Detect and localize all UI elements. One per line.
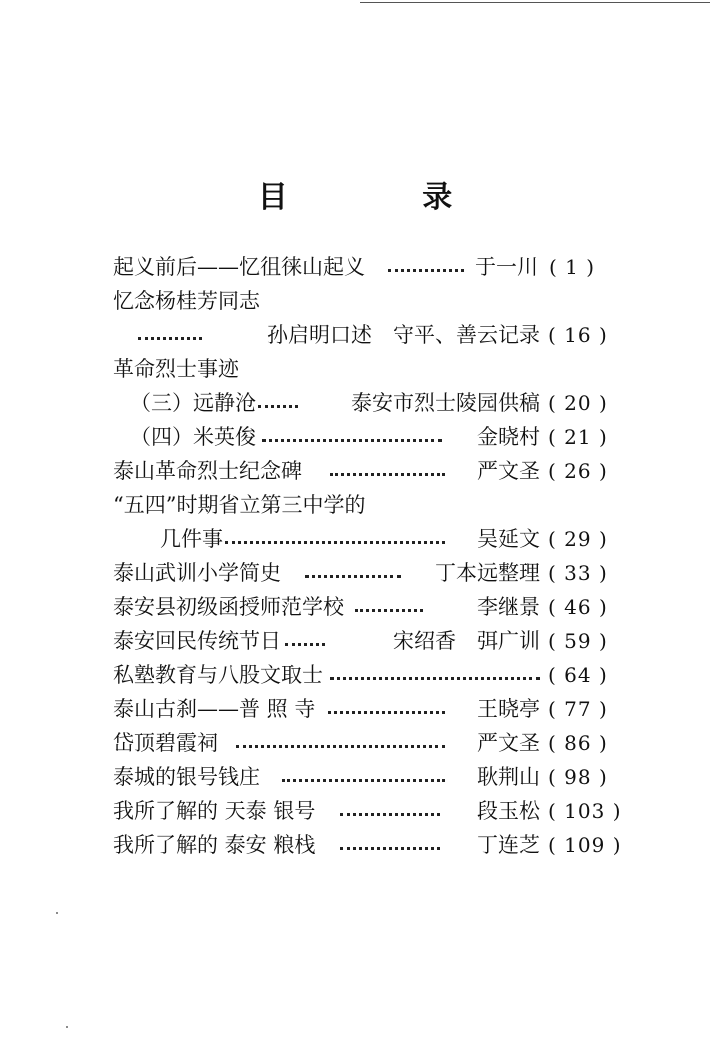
entry-author: 耿荆山 [477,765,540,789]
toc-entry [0,592,710,622]
leader-dots [262,422,442,452]
entry-page: ( 1 ) [548,255,596,279]
toc-entry [0,558,710,588]
toc-entry [0,796,710,826]
entry-author: 丁本远整理 [435,561,540,585]
entry-author: 金晓村 [477,425,540,449]
entry-author: 严文圣 [477,459,540,483]
entry-author: 段玉松 [477,799,540,823]
entry-page: ( 46 ) [548,595,608,619]
leader-dots [305,558,401,588]
entry-title: 我所了解的 天泰 银号 [113,799,316,823]
entry-title: 我所了解的 泰安 粮栈 [113,833,316,857]
entry-author: 泰安市烈士陵园供稿 [351,391,540,415]
leader-dots [138,320,202,350]
toc-entry [0,422,710,452]
toc-entry [0,456,710,486]
leader-dots [258,388,298,418]
toc-entry [0,354,710,384]
toc-entry [0,490,710,520]
scan-speck [66,1026,68,1028]
entry-title: 起义前后——忆徂徕山起义 [113,255,365,279]
entry-page: ( 29 ) [548,527,608,551]
entry-title: 私塾教育与八股文取士 [113,663,323,687]
leader-dots [282,762,445,792]
toc-entry [0,728,710,758]
entry-author: 丁连芝 [477,833,540,857]
entry-page: ( 59 ) [548,629,608,653]
scan-speck [56,912,58,914]
entry-title: 几件事 [160,527,223,551]
entry-title: 忆念杨桂芳同志 [113,289,260,313]
leader-dots [225,524,445,554]
entry-author: 宋绍香 弭广训 [393,629,540,653]
entry-title: 革命烈士事迹 [113,357,239,381]
toc-entry [0,524,710,554]
entry-title: 泰安回民传统节日 [113,629,281,653]
entry-page: ( 33 ) [548,561,608,585]
toc-entry [0,830,710,860]
toc-entry [0,252,710,282]
entry-page: ( 20 ) [548,391,608,415]
entry-page: ( 86 ) [548,731,608,755]
entry-title: 岱顶碧霞祠 [113,731,218,755]
entry-title: （三）远静沧 [130,391,256,415]
entry-page: ( 26 ) [548,459,608,483]
page-title: 目 录 [257,180,515,215]
entry-page: ( 16 ) [548,323,608,347]
entry-title: 泰城的银号钱庄 [113,765,260,789]
entry-page: ( 109 ) [548,833,622,857]
entry-author: 李继景 [477,595,540,619]
leader-dots [285,626,325,656]
entry-title: 泰山武训小学简史 [113,561,281,585]
leader-dots [236,728,445,758]
entry-author: 于一川 [475,255,538,279]
entry-title: 泰安县初级函授师范学校 [113,595,344,619]
entry-author: 孙启明口述 守平、善云记录 [267,323,540,347]
toc-entry [0,626,710,656]
toc-entry [0,320,710,350]
entry-page: ( 64 ) [548,663,608,687]
entry-title: （四）米英俊 [130,425,256,449]
entry-author: 严文圣 [477,731,540,755]
leader-dots [355,592,423,622]
toc-entry [0,694,710,724]
top-rule [360,2,710,3]
toc-entry [0,388,710,418]
entry-page: ( 98 ) [548,765,608,789]
entry-page: ( 21 ) [548,425,608,449]
entry-author: 吴延文 [477,527,540,551]
entry-title: 泰山革命烈士纪念碑 [113,459,302,483]
toc-entry [0,762,710,792]
entry-title: 泰山古刹——普 照 寺 [113,697,316,721]
leader-dots [330,660,540,690]
entry-page: ( 103 ) [548,799,622,823]
leader-dots [340,796,440,826]
entry-page: ( 77 ) [548,697,608,721]
leader-dots [340,830,440,860]
leader-dots [328,694,445,724]
entry-author: 王晓亭 [477,697,540,721]
toc-entry [0,286,710,316]
leader-dots [330,456,445,486]
toc-entry [0,660,710,690]
leader-dots [388,252,464,282]
entry-title: “五四”时期省立第三中学的 [113,493,366,517]
